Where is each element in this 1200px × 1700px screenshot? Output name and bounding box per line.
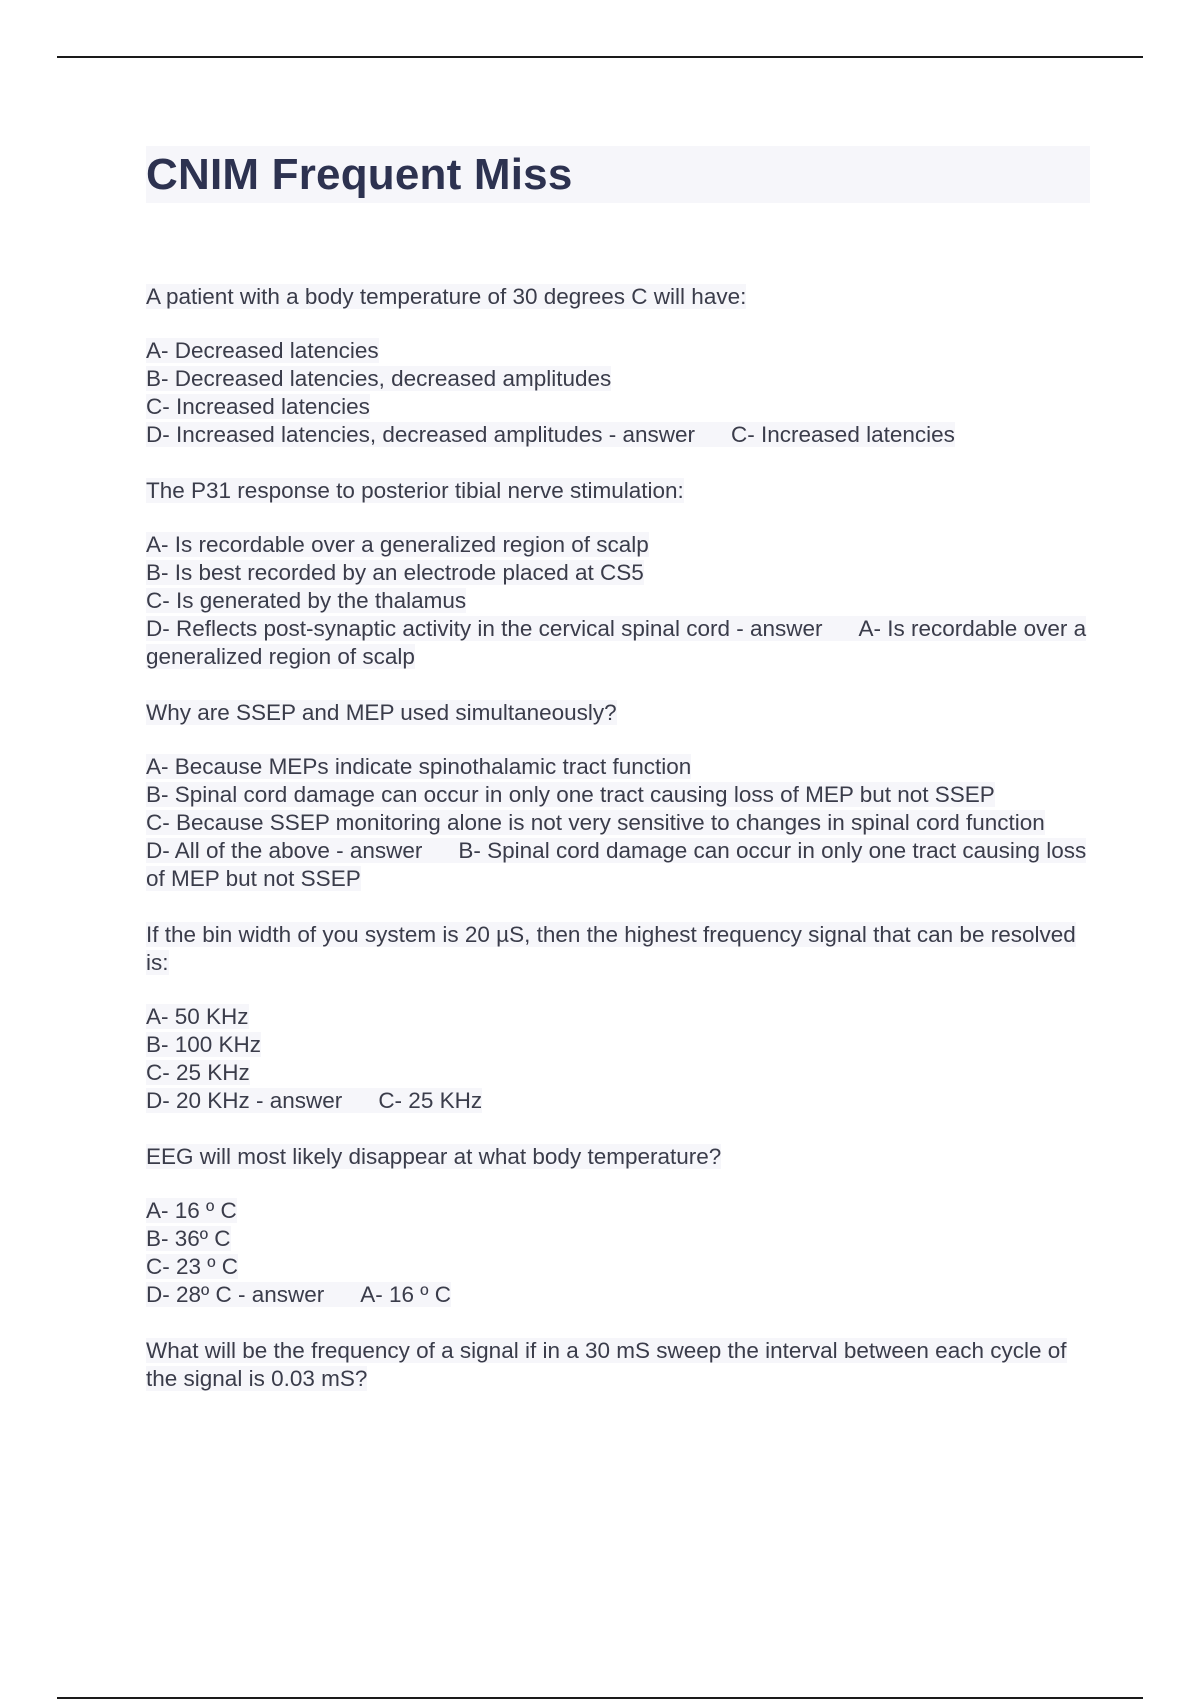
answer-text: B- Spinal cord damage can occur in only one tract causing loss of MEP but not SSEP [146, 838, 1087, 891]
question-item [146, 699, 1090, 893]
answer-text: C- Increased latencies [731, 422, 955, 447]
option-d: D- Increased latencies, decreased amplitudes - answer [146, 422, 696, 447]
page-title: CNIM Frequent Miss [146, 150, 573, 199]
option-b: B- Decreased latencies, decreased amplitudes [146, 366, 612, 391]
question-item [146, 1337, 1090, 1393]
question-text: EEG will most likely disappear at what body temperature? [146, 1144, 722, 1169]
option-b: B- Spinal cord damage can occur in only one tract causing loss of MEP but not SSEP [146, 782, 995, 807]
option-a: A- Because MEPs indicate spinothalamic tract function [146, 754, 692, 779]
answer-text: A- 16 º C [360, 1282, 452, 1307]
question-text: What will be the frequency of a signal if in a 30 mS sweep the interval between each cycle of the signal is 0.03 mS? [146, 1338, 1067, 1391]
question-item [146, 921, 1090, 1115]
bottom-rule [57, 1697, 1143, 1699]
option-a: A- 16 º C [146, 1198, 237, 1223]
question-item [146, 1143, 1090, 1309]
question-text: The P31 response to posterior tibial nerve stimulation: [146, 478, 684, 503]
option-a: A- Decreased latencies [146, 338, 379, 363]
top-rule [57, 56, 1143, 58]
option-b: B- 100 KHz [146, 1032, 262, 1057]
option-c: C- 25 KHz [146, 1060, 250, 1085]
option-a: A- Is recordable over a generalized region of scalp [146, 532, 649, 557]
option-b: B- Is best recorded by an electrode placed at CS5 [146, 560, 644, 585]
question-text: If the bin width of you system is 20 µS, then the highest frequency signal that can be resolved is: [146, 922, 1076, 975]
answer-text: A- Is recordable over a generalized region of scalp [146, 616, 1087, 669]
option-c: C- Because SSEP monitoring alone is not very sensitive to changes in spinal cord function [146, 810, 1045, 835]
option-a: A- 50 KHz [146, 1004, 249, 1029]
question-list [146, 283, 1090, 1393]
answer-text: C- 25 KHz [378, 1088, 483, 1113]
option-d: D- Reflects post-synaptic activity in the cervical spinal cord - answer [146, 616, 823, 641]
document-body [146, 146, 1090, 1421]
question-item [146, 283, 1090, 449]
option-c: C- Increased latencies [146, 394, 370, 419]
option-c: C- 23 º C [146, 1254, 238, 1279]
question-text: A patient with a body temperature of 30 degrees C will have: [146, 284, 747, 309]
option-d: D- 28º C - answer [146, 1282, 325, 1307]
question-text: Why are SSEP and MEP used simultaneously? [146, 700, 617, 725]
option-c: C- Is generated by the thalamus [146, 588, 467, 613]
question-item [146, 477, 1090, 671]
option-d: D- All of the above - answer [146, 838, 423, 863]
title-block [146, 146, 1090, 203]
option-d: D- 20 KHz - answer [146, 1088, 343, 1113]
option-b: B- 36º C [146, 1226, 231, 1251]
